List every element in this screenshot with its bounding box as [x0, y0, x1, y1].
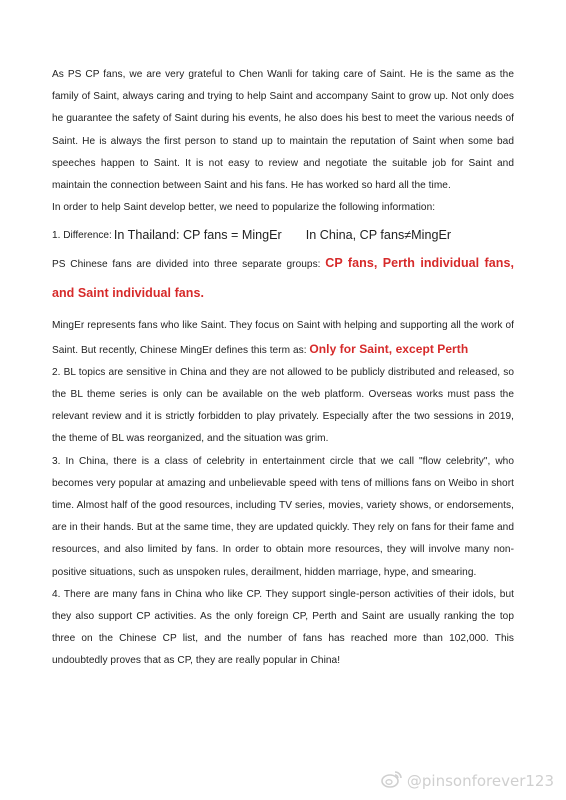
- document-body: [52, 64, 514, 673]
- groups-highlight: CP fans, Perth individual fans, and Saint individual fans.: [52, 256, 514, 301]
- groups-prefix: PS Chinese fans are divided into three separate groups:: [52, 259, 321, 271]
- difference-china: In China, CP fans≠MingEr: [305, 228, 452, 243]
- popularize-paragraph: In order to help Saint develop better, we need to popularize the following information:: [52, 202, 436, 214]
- minger-paragraph: [52, 315, 514, 361]
- difference-thailand: In Thailand: CP fans = MingEr: [113, 228, 282, 243]
- watermark: [381, 770, 554, 792]
- groups-paragraph: [52, 249, 514, 309]
- minger-highlight: Only for Saint, except Perth: [309, 341, 469, 356]
- point-4-paragraph: 4. There are many fans in China who like CP. They support single-person activities of their idols, but they also support CP activities. As the only foreign CP, Perth and Saint are usually ranking the top three on the Chinese CP list, and the number of fans has reached more than 102,000. This undoubtedly proves that as CP, they are really popular in China!: [52, 588, 514, 667]
- difference-line: [52, 221, 514, 249]
- point-2-paragraph: 2. BL topics are sensitive in China and they are not allowed to be publicly distributed and released, so the BL theme series is only can be available on the web platform. Overseas works must pass the relevant review and it is strictly forbidden to play privately. Especially after the two sessions in 2019, the theme of BL was reorganized, and the situation was grim.: [52, 366, 514, 445]
- point-3-paragraph: 3. In China, there is a class of celebrity in entertainment circle that we call "flow celebrity", who becomes very popular at amazing and unbelievable speed with tens of millions fans on Weibo in short time. Almost half of the good resources, including TV series, movies, variety shows, or endorsements, are in their hands. But at the same time, they are updated quickly. They rely on fans for their fame and resources, and also limited by fans. In order to obtain more resources, they will involve many non-positive situations, such as unspoken rules, derailment, hidden marriage, hype, and smearing.: [52, 455, 514, 578]
- minger-text: MingEr represents fans who like Saint. They focus on Saint with helping and supporting all the work of Saint. But recently, Chinese MingEr defines this term as:: [52, 320, 514, 356]
- weibo-icon: [381, 770, 407, 792]
- intro-paragraph: As PS CP fans, we are very grateful to Chen Wanli for taking care of Saint. He is the same as the family of Saint, always caring and trying to help Saint and accompany Saint to grow up. Not only does he guarantee the safety of Saint during his events, he also does his best to meet the various needs of Saint. He is always the first person to stand up to maintain the reputation of Saint when some bad speeches happen to Saint. It is not easy to review and negotiate the suitable job for Saint and maintain the connection between Saint and his fans. He has worked so hard all the time.: [52, 69, 514, 192]
- watermark-handle: @pinsonforever123: [406, 772, 554, 790]
- difference-prefix: 1. Difference:: [52, 229, 112, 241]
